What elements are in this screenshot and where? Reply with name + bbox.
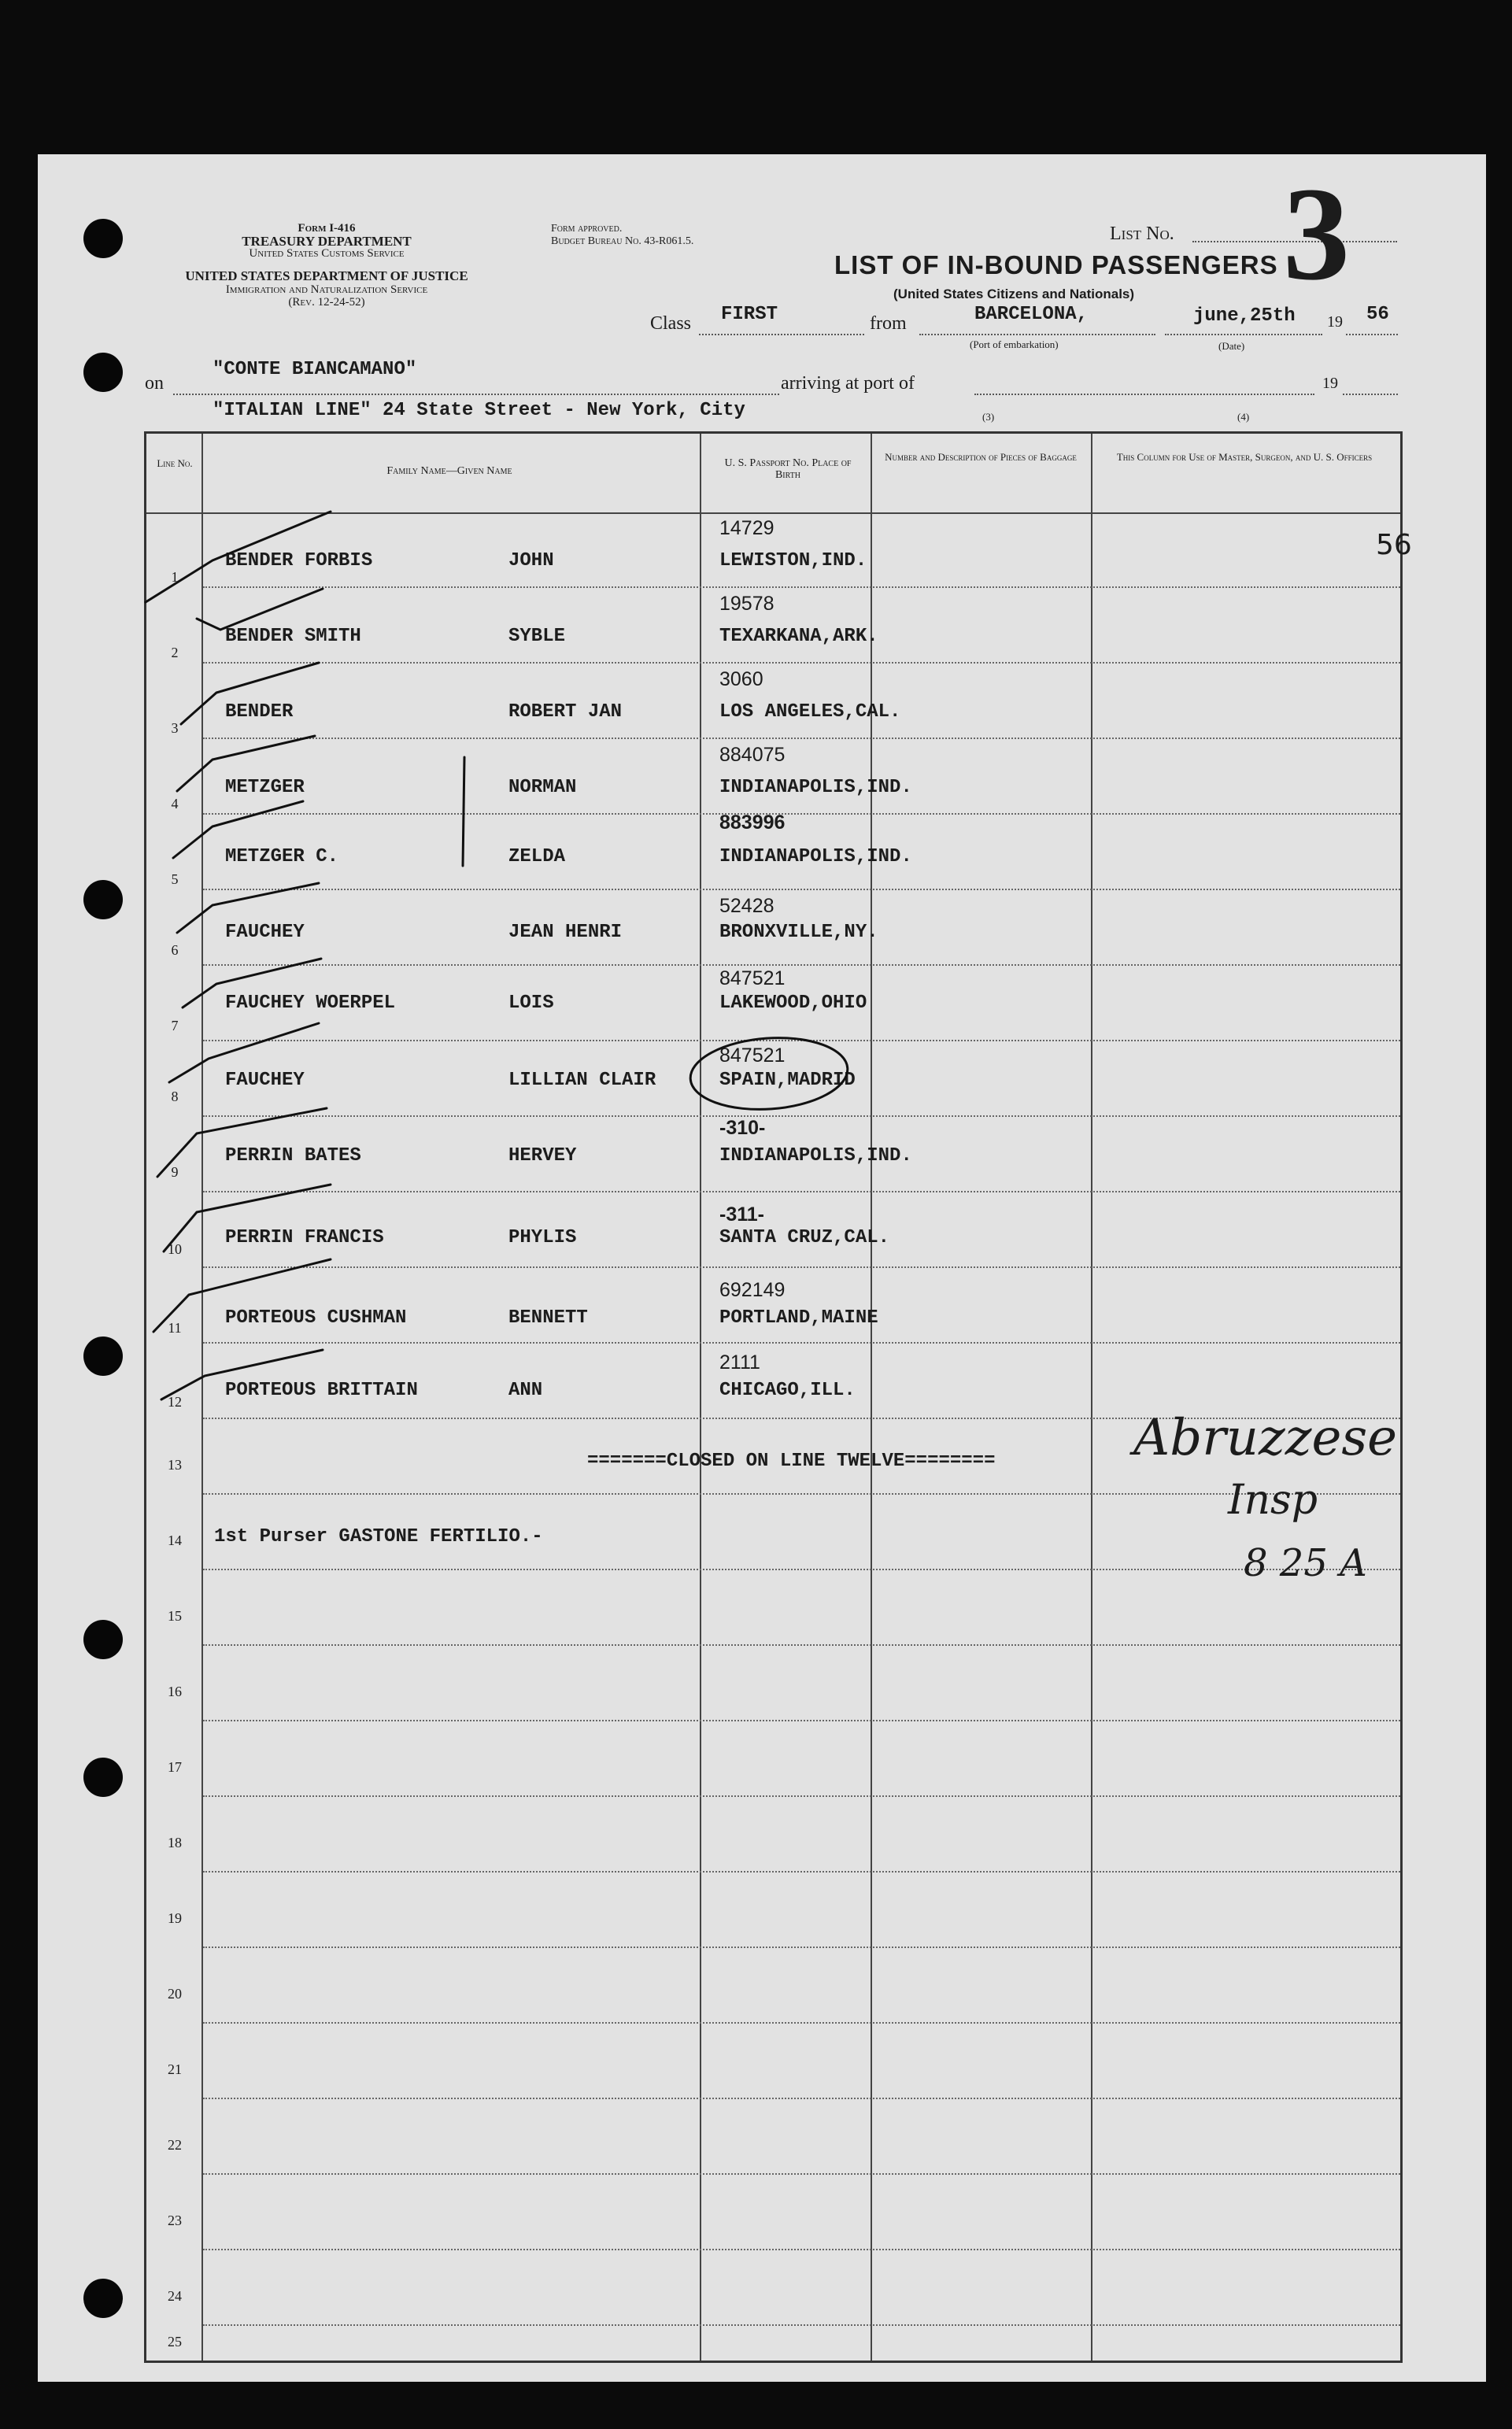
family-name: PERRIN FRANCIS: [225, 1227, 384, 1248]
year-prefix-2: 19: [1322, 375, 1338, 392]
binder-hole: [83, 1620, 123, 1659]
line-number: 3: [171, 720, 179, 736]
family-name: METZGER C.: [225, 846, 339, 867]
justice-dept: UNITED STATES DEPARTMENT OF JUSTICE: [185, 268, 468, 283]
document-subtitle: (United States Citizens and Nationals): [893, 287, 1135, 301]
date-line: [1165, 334, 1322, 335]
treasury-dept: TREASURY DEPARTMENT: [242, 234, 412, 249]
table-row: [146, 1117, 1400, 1192]
form-number: Form I-416: [298, 222, 356, 235]
col-officers: This Column for Use of Master, Surgeon, and U. S. Officers: [1116, 451, 1373, 463]
given-name: BENNETT: [508, 1307, 588, 1329]
year-prefix: 19: [1327, 313, 1343, 331]
closed-note: =======CLOSED ON LINE TWELVE========: [587, 1451, 996, 1472]
family-name: FAUCHEY: [225, 922, 305, 943]
passport-number: 884075: [719, 744, 786, 766]
table-row: [146, 1268, 1400, 1344]
date-note: (Date): [1218, 340, 1245, 352]
family-name: BENDER FORBIS: [225, 550, 373, 571]
given-name: JEAN HENRI: [508, 922, 623, 943]
port-line: [974, 394, 1314, 395]
line-number: 18: [168, 1835, 182, 1850]
binder-hole: [83, 1758, 123, 1797]
given-name: HERVEY: [508, 1145, 577, 1166]
line-number: 20: [168, 1986, 182, 2002]
passport-number: 14729: [719, 517, 774, 539]
binder-hole: [83, 880, 123, 919]
table-row: [146, 2326, 1400, 2357]
line-number: 19: [168, 1910, 182, 1926]
line-number: 17: [168, 1759, 182, 1775]
ship-value: "CONTE BIANCAMANO": [213, 359, 417, 380]
table-row: [146, 2175, 1400, 2250]
binder-hole: [83, 353, 123, 392]
line-number: 21: [168, 2061, 182, 2077]
place-of-birth: PORTLAND,MAINE: [719, 1307, 878, 1329]
place-of-birth: LOS ANGELES,CAL.: [719, 701, 901, 723]
binder-hole: [83, 2279, 123, 2318]
line-number: 13: [168, 1457, 182, 1473]
given-name: ANN: [508, 1380, 543, 1401]
embark-note: (Port of embarkation): [970, 338, 1059, 350]
place-of-birth: TEXARKANA,ARK.: [719, 626, 878, 647]
place-of-birth: BRONXVILLE,NY.: [719, 922, 878, 943]
on-label: on: [145, 373, 164, 394]
line-number: 14: [168, 1532, 182, 1548]
binder-hole: [83, 1337, 123, 1376]
table-row: [146, 812, 1400, 890]
passport-number: 883996: [719, 812, 786, 834]
table-header: [146, 434, 1400, 514]
given-name: ROBERT JAN: [508, 701, 623, 723]
table-row: [146, 2024, 1400, 2099]
col-passport: U. S. Passport No. Place of Birth: [724, 457, 852, 481]
table-row: [146, 1192, 1400, 1268]
given-name: LILLIAN CLAIR: [508, 1070, 656, 1091]
table-row: [146, 1797, 1400, 1873]
line-number: 8: [171, 1089, 179, 1104]
place-of-birth: CHICAGO,ILL.: [719, 1380, 856, 1401]
passport-number: 692149: [719, 1279, 786, 1301]
place-of-birth: SPAIN,MADRID: [719, 1070, 856, 1091]
table-row: [146, 1721, 1400, 1797]
line-number: 23: [168, 2213, 182, 2228]
table-row: [146, 1041, 1400, 1117]
col-name: Family Name—Given Name: [386, 465, 512, 477]
family-name: FAUCHEY: [225, 1070, 305, 1091]
place-of-birth: SANTA CRUZ,CAL.: [719, 1227, 890, 1248]
table-row: [146, 664, 1400, 739]
passport-number: 2111: [719, 1351, 760, 1373]
given-name: PHYLIS: [508, 1227, 577, 1248]
table-row: [146, 1873, 1400, 1948]
family-name: BENDER: [225, 701, 294, 723]
line-number: 2: [171, 645, 179, 660]
purser-note: 1st Purser GASTONE FERTILIO.-: [214, 1526, 543, 1547]
line-number: 25: [168, 2334, 182, 2350]
year-line-2: [1343, 394, 1398, 395]
handwritten-count: 56: [1376, 529, 1412, 561]
shipping-line-value: "ITALIAN LINE" 24 State Street - New York, City: [213, 400, 745, 421]
from-line: [919, 334, 1155, 335]
inspector-date: 8 25 A: [1244, 1541, 1367, 1585]
line-number: 11: [168, 1320, 182, 1336]
table-row: [146, 1344, 1400, 1419]
table-row: [146, 588, 1400, 664]
list-number: 3: [1283, 160, 1350, 308]
table-row: [146, 1646, 1400, 1721]
passport-number: 3060: [719, 668, 763, 690]
line-number: 9: [171, 1164, 179, 1180]
note-3: (3): [982, 411, 995, 423]
class-line: [699, 334, 864, 335]
customs-service: United States Customs Service: [249, 247, 405, 260]
given-name: NORMAN: [508, 777, 577, 798]
note-4: (4): [1237, 411, 1250, 423]
passport-number: 847521: [719, 1044, 786, 1067]
table-row: [146, 739, 1400, 815]
from-label: from: [870, 313, 907, 334]
given-name: JOHN: [508, 550, 554, 571]
ins-service: Immigration and Naturalization Service: [225, 283, 428, 296]
binder-hole: [83, 219, 123, 258]
family-name: PERRIN BATES: [225, 1145, 361, 1166]
line-number: 15: [168, 1608, 182, 1624]
arriving-label: arriving at port of: [781, 373, 915, 394]
revision: (Rev. 12-24-52): [288, 296, 365, 309]
year-value: 56: [1366, 304, 1389, 325]
line-number: 4: [171, 796, 179, 812]
table-row: [146, 2099, 1400, 2175]
table-row: [146, 1570, 1400, 1646]
table-row: [146, 2250, 1400, 2326]
ship-line: [173, 394, 779, 395]
line-number: 6: [171, 942, 179, 958]
line-number: 1: [171, 569, 179, 585]
class-label: Class: [650, 313, 692, 334]
passport-number: -311-: [719, 1203, 764, 1226]
given-name: ZELDA: [508, 846, 566, 867]
place-of-birth: INDIANAPOLIS,IND.: [719, 777, 912, 798]
place-of-birth: LEWISTON,IND.: [719, 550, 867, 571]
place-of-birth: INDIANAPOLIS,IND.: [719, 1145, 912, 1166]
table-row: [146, 1495, 1400, 1570]
line-number: 16: [168, 1684, 182, 1699]
family-name: METZGER: [225, 777, 305, 798]
line-number: 22: [168, 2137, 182, 2153]
given-name: SYBLE: [508, 626, 566, 647]
line-number: 12: [168, 1394, 182, 1410]
line-number: 24: [168, 2288, 182, 2304]
passenger-table: [144, 431, 1403, 2363]
family-name: PORTEOUS CUSHMAN: [225, 1307, 407, 1329]
family-name: BENDER SMITH: [225, 626, 361, 647]
family-name: PORTEOUS BRITTAIN: [225, 1380, 418, 1401]
place-of-birth: INDIANAPOLIS,IND.: [719, 846, 912, 867]
passport-number: 52428: [719, 895, 774, 917]
passport-number: -310-: [719, 1117, 766, 1139]
form-approved: Form approved.: [551, 223, 623, 235]
line-number: 5: [171, 871, 179, 887]
table-row: [146, 1948, 1400, 2024]
table-row: [146, 890, 1400, 966]
inspector-title: Insp: [1228, 1477, 1318, 1524]
col-line-no: Line No.: [157, 457, 193, 469]
document-title: LIST OF IN-BOUND PASSENGERS: [834, 250, 1278, 279]
inspector-signature: Abruzzese: [1133, 1409, 1398, 1467]
table-row: [146, 966, 1400, 1041]
budget-bureau: Budget Bureau No. 43-R061.5.: [551, 235, 694, 247]
passport-number: 847521: [719, 967, 786, 989]
line-number: 7: [171, 1018, 179, 1033]
given-name: LOIS: [508, 993, 554, 1014]
from-value: BARCELONA,: [974, 304, 1089, 325]
passport-number: 19578: [719, 593, 774, 615]
class-value: FIRST: [721, 304, 778, 325]
line-number: 10: [168, 1241, 182, 1257]
date-value: june,25th: [1193, 305, 1296, 327]
year-line: [1346, 334, 1398, 335]
list-no-label: List No.: [1110, 224, 1174, 244]
place-of-birth: LAKEWOOD,OHIO: [719, 993, 867, 1014]
family-name: FAUCHEY WOERPEL: [225, 993, 396, 1014]
col-baggage: Number and Description of Pieces of Baggage: [885, 451, 1077, 463]
table-row: [146, 512, 1400, 588]
